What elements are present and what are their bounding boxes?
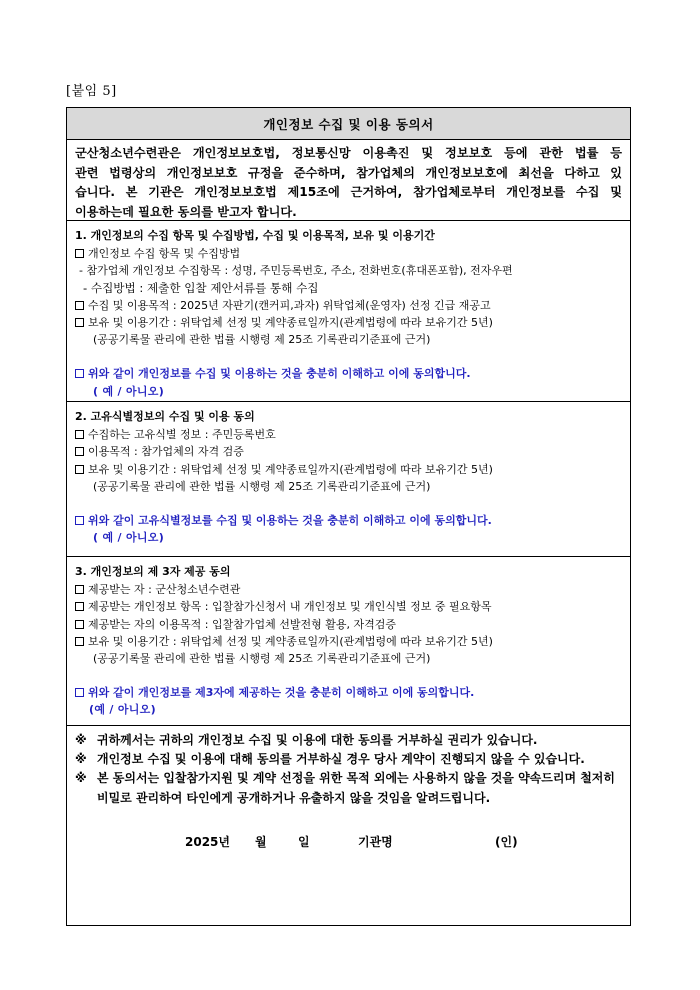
checkbox[interactable] [75, 637, 84, 646]
list-item [75, 314, 622, 331]
agree-text: 위와 같이 개인정보를 수집 및 이용하는 것을 충분히 이해하고 이에 동의합니다. [88, 367, 471, 381]
list-item [75, 633, 622, 650]
item-text: 수집 및 이용목적 : 2025년 자판기(캔커피,과자) 위탁업체(운영자) 선정 긴급 재공고 [88, 298, 491, 312]
notes-section [67, 726, 630, 921]
item-text: 보유 및 이용기간 : 위탁업체 선정 및 계약종료일까지(관계법령에 따라 보유기간 5년) [88, 634, 493, 648]
note-item [75, 731, 622, 750]
list-item [75, 461, 622, 478]
checkbox[interactable] [75, 620, 84, 629]
checkbox[interactable] [75, 430, 84, 439]
agree-checkbox[interactable] [75, 688, 84, 697]
item-text: - 참가업체 개인정보 수집항목 : 성명, 주민등록번호, 주소, 전화번호(휴대폰포함), 전자우편 [79, 264, 513, 278]
intro-line: 이용하는데 필요한 동의를 받고자 합니다. [75, 204, 297, 219]
sign-seal[interactable]: (인) [495, 835, 518, 849]
agree-checkbox[interactable] [75, 516, 84, 525]
section-unique-id [67, 402, 630, 557]
item-text: - 수집방법 : 제출한 입찰 제안서류를 통해 수집 [83, 280, 319, 295]
item-text: 제공받는 자의 이용목적 : 입찰참가업체 선발전형 활용, 자격검증 [88, 617, 396, 631]
note-text: 본 동의서는 입찰참가지원 및 계약 선정을 위한 목적 외에는 사용하지 않을 것을 약속드리며 철저히 비밀로 관리하여 타인에게 공개하거나 유출하지 않을 것임을 알려드립니다. [97, 771, 615, 805]
checkbox[interactable] [75, 447, 84, 456]
list-item [75, 280, 622, 297]
list-item [75, 262, 622, 279]
section-collection [67, 221, 630, 402]
intro-line: 군산청소년수련관은 개인정보보호법, 정보통신망 이용촉진 및 정보보호 등에 관한 법률 등 [75, 146, 622, 160]
reference-mark-icon: ※ [75, 733, 87, 747]
checkbox[interactable] [75, 301, 84, 310]
note-item [75, 769, 622, 807]
item-text: 이용목적 : 참가업체의 자격 검증 [88, 445, 244, 459]
form-title: 개인정보 수집 및 이용 동의서 [67, 108, 630, 140]
note-text: 개인정보 수집 및 이용에 대해 동의를 거부하실 경우 당사 계약이 진행되지 않을 수 있습니다. [97, 752, 585, 767]
reference-mark-icon: ※ [75, 752, 87, 767]
agree-text: 위와 같이 고유식별정보를 수집 및 이용하는 것을 충분히 이해하고 이에 동의합니다. [88, 514, 492, 528]
item-text: (공공기록물 관리에 관한 법률 시행령 제 25조 기록관리기준표에 근거) [93, 479, 431, 493]
section-heading: 1. 개인정보의 수집 항목 및 수집방법, 수집 및 이용목적, 보유 및 이용기간 [75, 229, 435, 242]
section-heading: 2. 고유식별정보의 수집 및 이용 동의 [75, 410, 255, 423]
list-item [75, 650, 622, 667]
list-item [75, 581, 622, 598]
sign-day[interactable]: 일 [298, 835, 310, 849]
list-item [75, 426, 622, 443]
checkbox[interactable] [75, 602, 84, 611]
note-item [75, 750, 622, 769]
item-text: (공공기록물 관리에 관한 법률 시행령 제 25조 기록관리기준표에 근거) [93, 333, 431, 347]
reference-mark-icon: ※ [75, 771, 87, 786]
note-text: 귀하께서는 귀하의 개인정보 수집 및 이용에 대한 동의를 거부하실 권리가 있습니다. [97, 733, 538, 747]
agree-statement [75, 512, 622, 529]
item-text: 보유 및 이용기간 : 위탁업체 선정 및 계약종료일까지(관계법령에 따라 보유기간 5년) [88, 316, 493, 330]
sign-org-label: 기관명 [358, 835, 393, 849]
checkbox[interactable] [75, 318, 84, 327]
item-text: (공공기록물 관리에 관한 법률 시행령 제 25조 기록관리기준표에 근거) [93, 652, 431, 666]
list-item [75, 478, 622, 495]
section-heading: 3. 개인정보의 제 3자 제공 동의 [75, 565, 231, 578]
section-third-party [67, 557, 630, 726]
sign-year: 2025년 [185, 835, 230, 849]
list-item [75, 598, 622, 615]
checkbox[interactable] [75, 249, 84, 258]
agree-choice[interactable]: ( 예 / 아니오) [93, 531, 165, 545]
attachment-label: [붙임 5] [66, 84, 117, 99]
list-item [75, 616, 622, 633]
agree-statement [75, 684, 622, 701]
list-item [75, 297, 622, 314]
list-item [75, 331, 622, 348]
consent-form [66, 107, 631, 926]
item-text: 수집하는 고유식별 정보 : 주민등록번호 [88, 428, 276, 442]
sign-month[interactable]: 월 [255, 835, 267, 849]
item-text: 개인정보 수집 항목 및 수집방법 [88, 247, 241, 261]
intro-line: 습니다. 본 기관은 개인정보보호법 제15조에 근거하여, 참가업체로부터 개인정보를 수집 및 [75, 185, 622, 200]
intro-paragraph [67, 140, 630, 221]
agree-text: 위와 같이 개인정보를 제3자에 제공하는 것을 충분히 이해하고 이에 동의합니다. [88, 686, 475, 700]
checkbox[interactable] [75, 585, 84, 594]
agree-choice[interactable]: (예 / 아니오) [89, 703, 156, 717]
item-text: 보유 및 이용기간 : 위탁업체 선정 및 계약종료일까지(관계법령에 따라 보유기간 5년) [88, 462, 493, 476]
list-item [75, 443, 622, 460]
checkbox[interactable] [75, 465, 84, 474]
item-text: 제공받는 개인정보 항목 : 입찰참가신청서 내 개인정보 및 개인식별 정보 중 필요항목 [88, 600, 492, 614]
agree-choice[interactable]: ( 예 / 아니오) [93, 384, 165, 398]
list-item [75, 245, 622, 262]
intro-line: 관련 법령상의 개인정보보호 규정을 준수하며, 참가업체의 개인정보보호에 최선을 다하고 있 [75, 165, 622, 180]
agree-checkbox[interactable] [75, 369, 84, 378]
agree-statement [75, 365, 622, 382]
item-text: 제공받는 자 : 군산청소년수련관 [88, 583, 241, 597]
